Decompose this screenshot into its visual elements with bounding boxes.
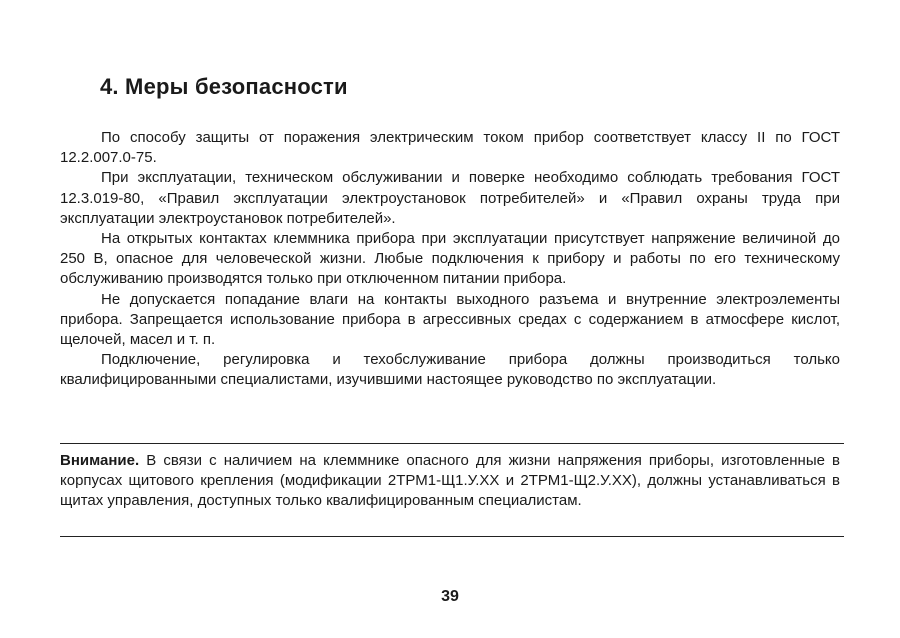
paragraph-voltage-warning: На открытых контактах клеммника прибора при эксплуатации присутствует напряжение величиной до 250 В, опасное для человеческой жизни. Любые подключения к прибору и работы по его техническому обслуживанию производятся только при отключенном питании прибора. bbox=[60, 230, 840, 288]
body-text bbox=[60, 128, 840, 391]
paragraph-requirements: При эксплуатации, техническом обслуживании и поверке необходимо соблюдать требования ГОСТ 12.3.019-80, «Правил эксплуатации электроустановок потребителей» и «Правил охраны труда при эксплуатации электроустановок потребителей». bbox=[60, 169, 840, 227]
paragraph-qualified-personnel: Подключение, регулировка и техобслуживание прибора должны производиться только квалифицированными специалистами, изучившими настоящее руководство по эксплуатации. bbox=[60, 351, 840, 389]
notice-text: В связи с наличием на клеммнике опасного для жизни напряжения приборы, изготовленные в корпусах щитового крепления (модификации 2ТРМ1-Щ1.У.ХХ и 2ТРМ1-Щ2.У.ХХ), должны устанавливаться в щитах управления, доступных только квалифицированным специалистам. bbox=[60, 452, 840, 510]
paragraph-moisture: Не допускается попадание влаги на контакты выходного разъема и внутренние электроэлементы прибора. Запрещается использование прибора в агрессивных средах с содержанием в атмосфере кислот, щелочей, масел и т. п. bbox=[60, 290, 840, 349]
notice-text-block bbox=[60, 451, 840, 512]
notice-label: Внимание. bbox=[60, 452, 140, 469]
paragraph-protection-class: По способу защиты от поражения электрическим током прибор соответствует классу II по ГОСТ 12.2.007.0-75. bbox=[60, 129, 840, 167]
attention-notice bbox=[60, 443, 844, 537]
section-title: 4. Меры безопасности bbox=[100, 74, 348, 99]
page-number: 39 bbox=[441, 588, 459, 605]
